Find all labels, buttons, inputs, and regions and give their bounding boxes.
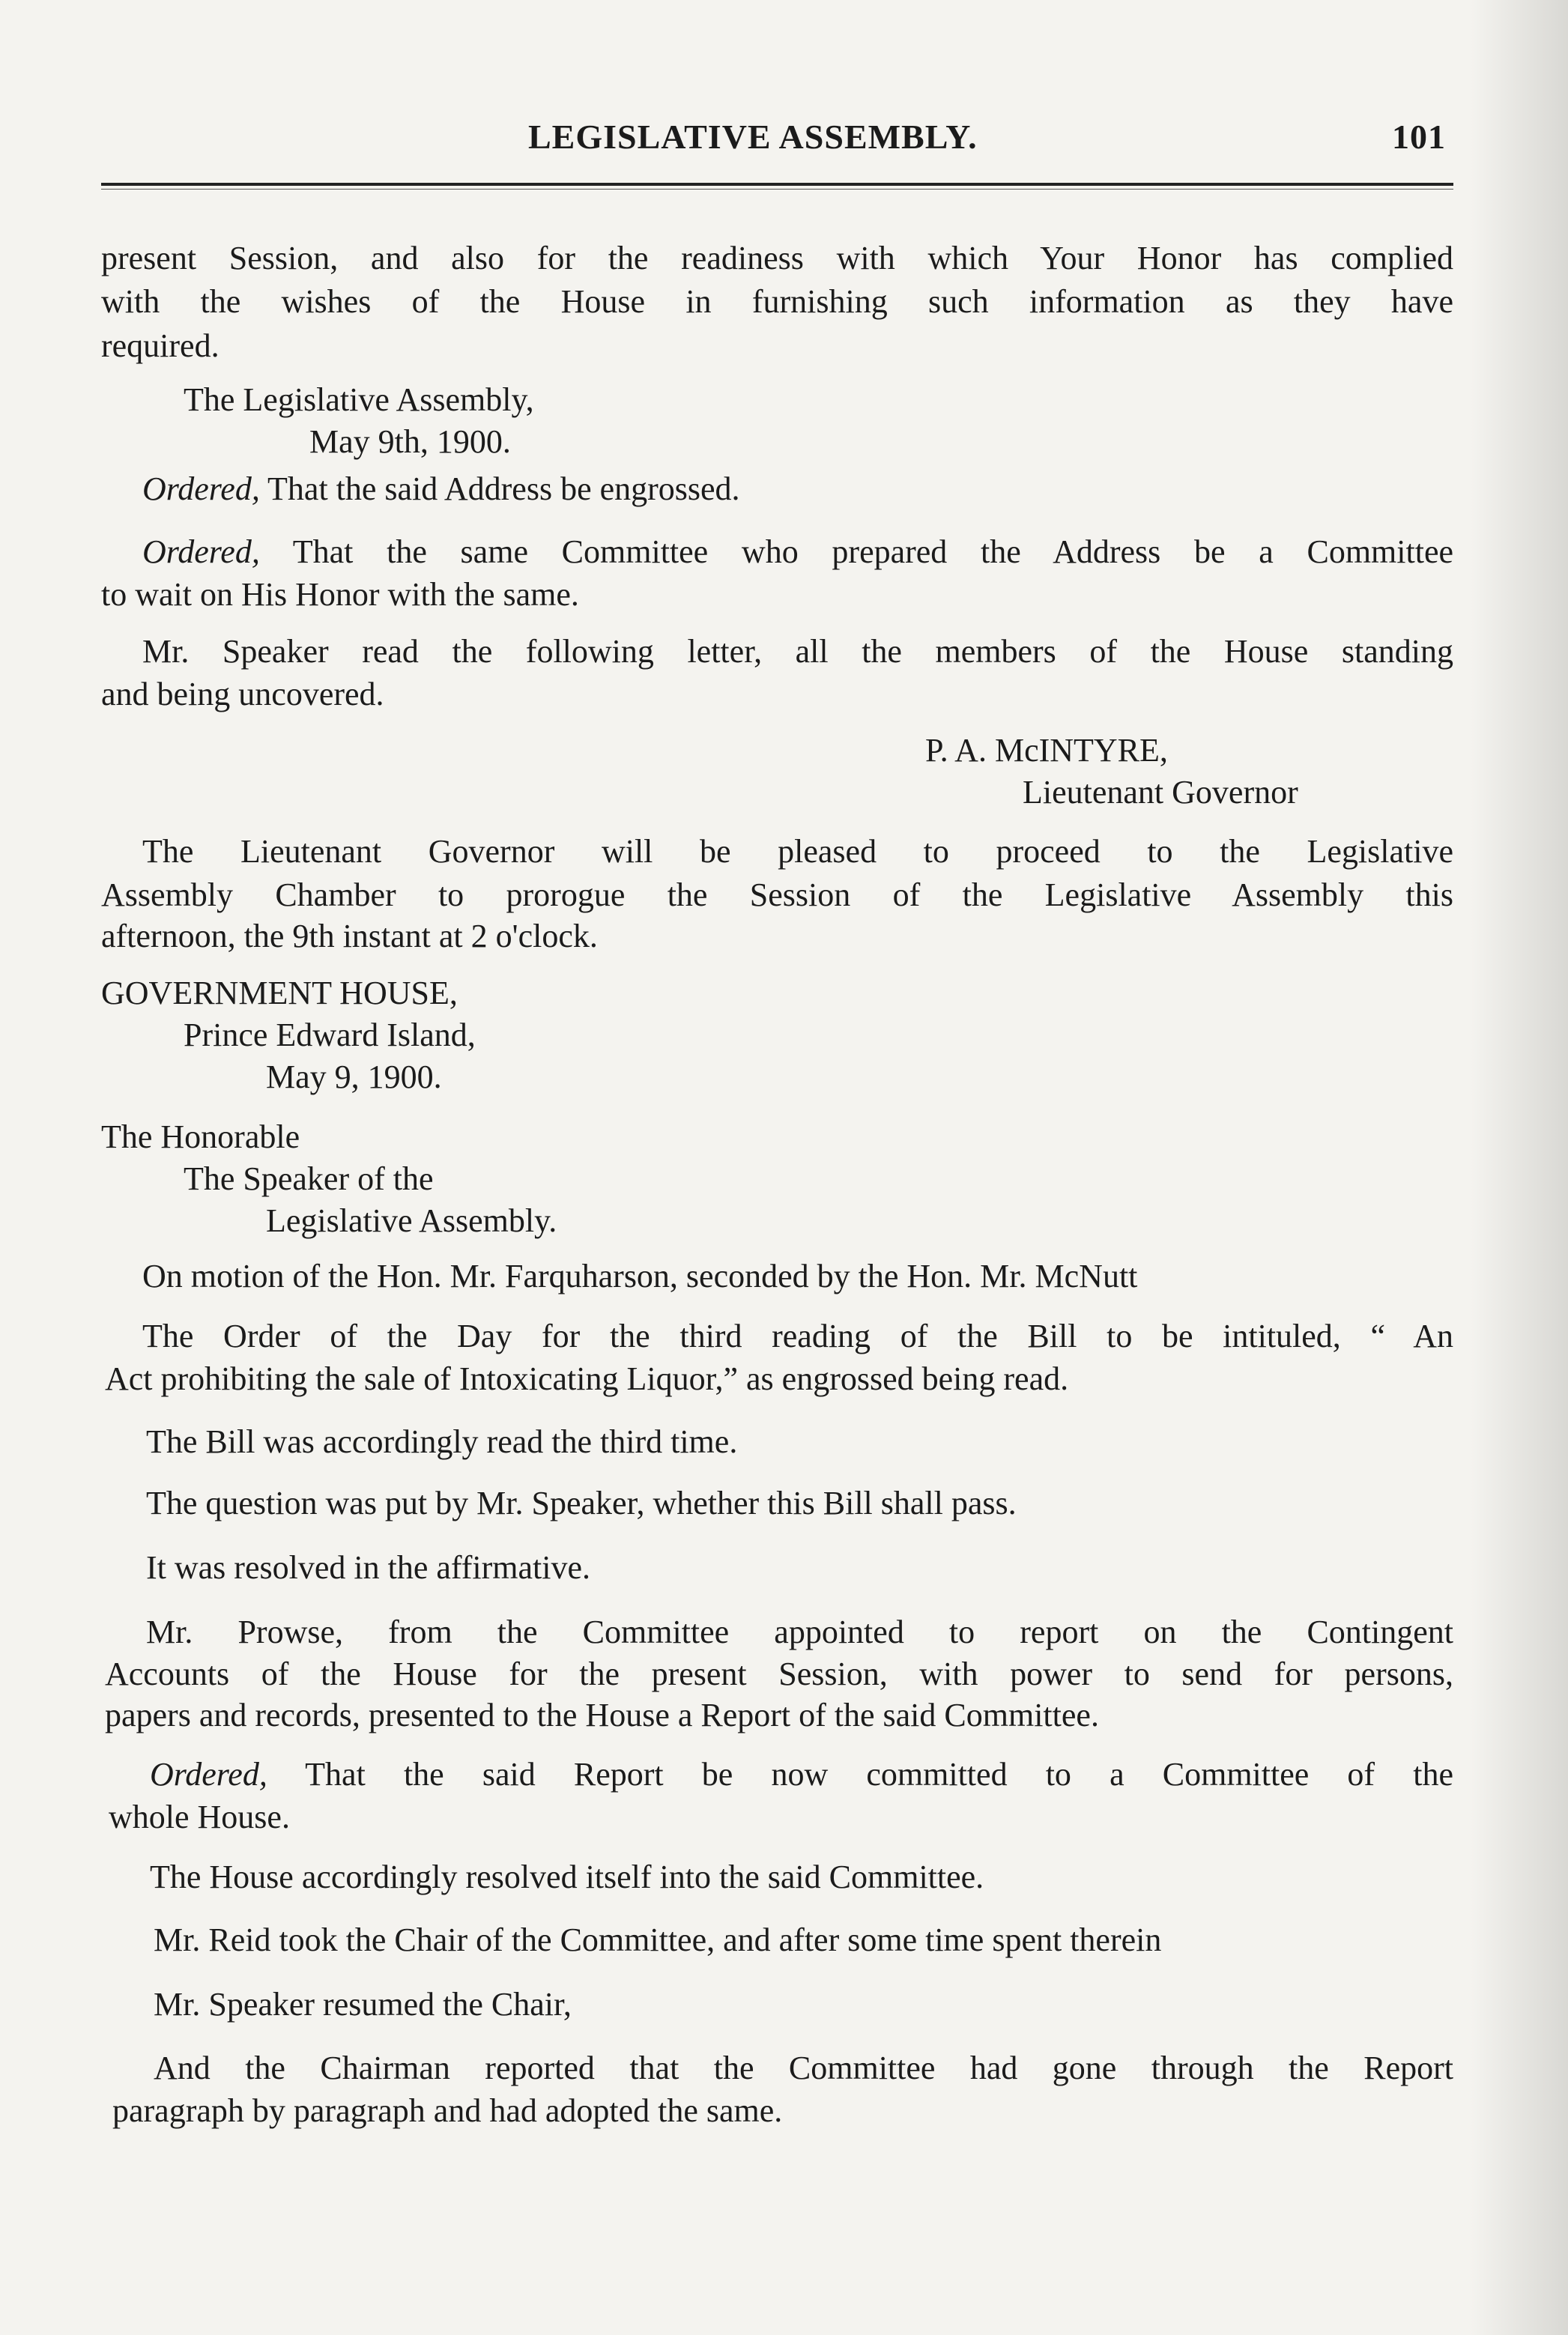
header-rule [101, 183, 1453, 186]
prowse-report-cont [105, 1653, 1453, 1696]
text-line: papers and records, presented to the House a Report of the said Committee. [105, 1697, 1099, 1733]
text-line: to wait on His Honor with the same. [101, 576, 579, 613]
text-line [150, 1753, 1453, 1796]
dateline-assembly: The Legislative Assembly, [184, 381, 534, 418]
text-line: The Order of the Day for the third reading of the Bill to be intituled, “ An [142, 1318, 1453, 1354]
addressee-line: Legislative Assembly. [266, 1202, 557, 1239]
bill-read: The Bill was accordingly read the third time. [146, 1423, 738, 1460]
speaker-resumed: Mr. Speaker resumed the Chair, [154, 1986, 572, 2023]
letter-body [142, 830, 1453, 873]
text-line: And the Chairman reported that the Committee had gone through the Report [154, 2050, 1453, 2086]
chairman-report [154, 2047, 1453, 2090]
question-put: The question was put by Mr. Speaker, whether this Bill shall pass. [146, 1485, 1017, 1521]
ordered-label: Ordered, [150, 1756, 267, 1793]
paragraph-address-continuation [101, 237, 1453, 324]
text-line: present Session, and also for the readiness with which Your Honor has complied [101, 240, 1453, 276]
ordered-report-committed [150, 1753, 1453, 1796]
text-line [142, 530, 1453, 574]
page-header-title: LEGISLATIVE ASSEMBLY. [528, 118, 978, 156]
gov-house-location: Prince Edward Island, [184, 1017, 476, 1053]
text-line: Act prohibiting the sale of Intoxicating Liquor,” as engrossed being read. [105, 1360, 1069, 1397]
text-line: and being uncovered. [101, 676, 384, 712]
motion-line: On motion of the Hon. Mr. Farquharson, seconded by the Hon. Mr. McNutt [142, 1258, 1138, 1294]
ordered-text: That the same Committee who prepared the Address be a Committee [259, 533, 1453, 570]
page-edge-shadow [1471, 0, 1568, 2335]
page-number: 101 [1392, 118, 1446, 156]
paragraph-speaker-letter [142, 630, 1453, 673]
gov-house-date: May 9, 1900. [266, 1059, 442, 1095]
dateline-date: May 9th, 1900. [309, 423, 511, 460]
ordered-label: Ordered, [142, 470, 260, 507]
ordered-label: Ordered, [142, 533, 260, 570]
text-line: required. [101, 327, 220, 364]
text-line: Mr. Speaker read the following letter, all the members of the House standing [142, 633, 1453, 670]
ordered-text: That the said Address be engrossed. [259, 470, 740, 507]
order-of-the-day [142, 1315, 1453, 1358]
resolved-affirmative: It was resolved in the affirmative. [146, 1549, 590, 1586]
text-line: with the wishes of the House in furnishing such information as they have [101, 283, 1453, 320]
ordered-text: That the said Report be now committed to a Committee of the [267, 1756, 1453, 1793]
text-line: afternoon, the 9th instant at 2 o'clock. [101, 918, 598, 954]
header-rule-thin [101, 189, 1453, 190]
addressee-line: The Speaker of the [184, 1160, 434, 1197]
house-resolved: The House accordingly resolved itself into the said Committee. [150, 1859, 984, 1895]
signature-title: Lieutenant Governor [1023, 774, 1298, 811]
text-line: whole House. [109, 1799, 290, 1835]
government-house: GOVERNMENT HOUSE, [101, 975, 458, 1011]
ordered-committee [142, 530, 1453, 574]
ordered-engrossed [142, 468, 740, 510]
letter-body-cont [101, 873, 1453, 917]
prowse-report [146, 1611, 1453, 1654]
reid-chair: Mr. Reid took the Chair of the Committee, and after some time spent therein [154, 1921, 1162, 1958]
text-line: paragraph by paragraph and had adopted the same. [112, 2092, 783, 2129]
text-line: The Lieutenant Governor will be pleased to proceed to the Legislative [142, 833, 1453, 870]
text-line: Accounts of the House for the present Session, with power to send for persons, [105, 1656, 1453, 1692]
signature-name: P. A. McINTYRE, [925, 732, 1168, 769]
text-line: Assembly Chamber to prorogue the Session of the Legislative Assembly this [101, 876, 1453, 913]
text-line: Mr. Prowse, from the Committee appointed to report on the Contingent [146, 1614, 1453, 1650]
addressee-line: The Honorable [101, 1118, 300, 1155]
